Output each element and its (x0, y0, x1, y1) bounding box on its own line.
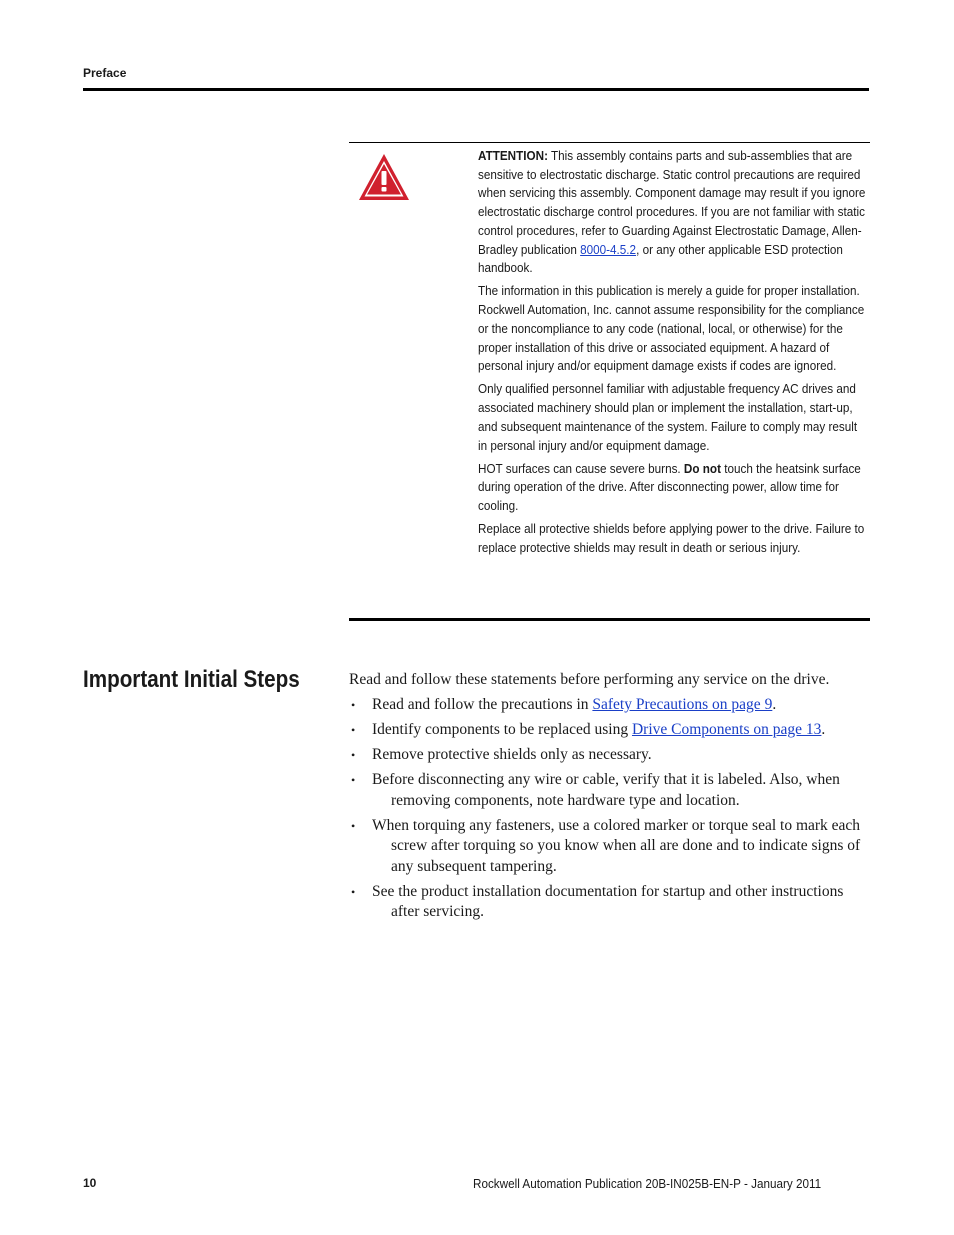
list-item-text: Remove protective shields only as necessary. (372, 746, 652, 763)
bullet-icon: • (351, 698, 356, 712)
list-item (349, 745, 870, 766)
esd-publication-link[interactable]: 8000-4.5.2 (580, 241, 637, 257)
bullet-icon: • (351, 748, 356, 762)
page-number: 10 (83, 1176, 97, 1190)
disclaimer-paragraph: The information in this publication is merely a guide for proper installation. Rockwell Automation, Inc. cannot assume responsibility for the compliance or the noncompliance to any code (national, local, or otherwise) for the proper installation of this drive or associated equipment. A hazard of personal injury and/or equipment damage exists if codes are ignored. (478, 283, 865, 374)
list-text-part: Identify components to be replaced using (372, 721, 632, 738)
section-label: Preface (83, 66, 127, 80)
hot-surfaces-paragraph (478, 460, 868, 516)
section-body (349, 670, 870, 927)
steps-list (349, 695, 870, 923)
bullet-icon: • (351, 723, 356, 737)
attention-box (349, 142, 870, 621)
bullet-icon: • (351, 884, 356, 899)
list-item (349, 695, 870, 716)
list-item-text: See the product installation documentation for startup and other instructions after servicing. (372, 882, 844, 920)
attention-text-part: , or any other applicable ESD protection handbook. (478, 241, 843, 276)
list-item (349, 882, 870, 923)
list-text-part: . (821, 721, 826, 738)
list-text-part: . (772, 696, 777, 713)
attention-paragraph (478, 147, 868, 278)
attention-text (478, 147, 868, 562)
do-not-emphasis: Do not (683, 460, 721, 476)
list-item-text: When torquing any fasteners, use a colored marker or torque seal to mark each screw after torquing so you know when all are done and to indicate signs of any subsequent tampering. (372, 816, 861, 875)
list-item-text: Before disconnecting any wire or cable, verify that it is labeled. Also, when removing components, note hardware type and location. (372, 771, 840, 809)
list-item (349, 770, 870, 811)
protective-shields-paragraph: Replace all protective shields before applying power to the drive. Failure to replace protective shields may result in death or serious injury. (478, 521, 865, 556)
list-item (349, 816, 870, 878)
attention-label: ATTENTION: (478, 148, 548, 163)
header-divider (83, 88, 869, 91)
hot-text-part: touch the heatsink surface during operation of the drive. After disconnecting power, allow time for cooling. (478, 460, 861, 514)
publication-info: Rockwell Automation Publication 20B-IN025B-EN-P - January 2011 (473, 1176, 822, 1191)
intro-paragraph: Read and follow these statements before performing any service on the drive. (349, 671, 830, 688)
hot-text-part: HOT surfaces can cause severe burns. (478, 460, 684, 476)
bullet-icon: • (351, 818, 356, 833)
list-text-part: Read and follow the precautions in (372, 696, 593, 713)
qualified-personnel-paragraph: Only qualified personnel familiar with adjustable frequency AC drives and associated machinery should plan or implement the installation, start-up, and subsequent maintenance of the system. Failure to comply may result in personal injury and/or equipment damage. (478, 381, 858, 453)
bullet-icon: • (351, 773, 356, 787)
list-item-text (372, 720, 870, 741)
drive-components-link[interactable]: Drive Components on page 13 (631, 721, 822, 738)
list-item-text (372, 695, 870, 716)
attention-text-part: This assembly contains parts and sub-assemblies that are sensitive to electrostatic discharge. Static control precautions are required when servicing this assembly. Component damage may result if you ignore electrostatic discharge control procedures. If you are not familiar with static control procedures, refer to Guarding Against Electrostatic Damage, Allen-Bradley publication (478, 148, 866, 257)
warning-triangle-icon (357, 152, 411, 202)
section-heading: Important Initial Steps (83, 666, 300, 693)
list-item (349, 720, 870, 741)
safety-precautions-link[interactable]: Safety Precautions on page 9 (592, 696, 773, 713)
